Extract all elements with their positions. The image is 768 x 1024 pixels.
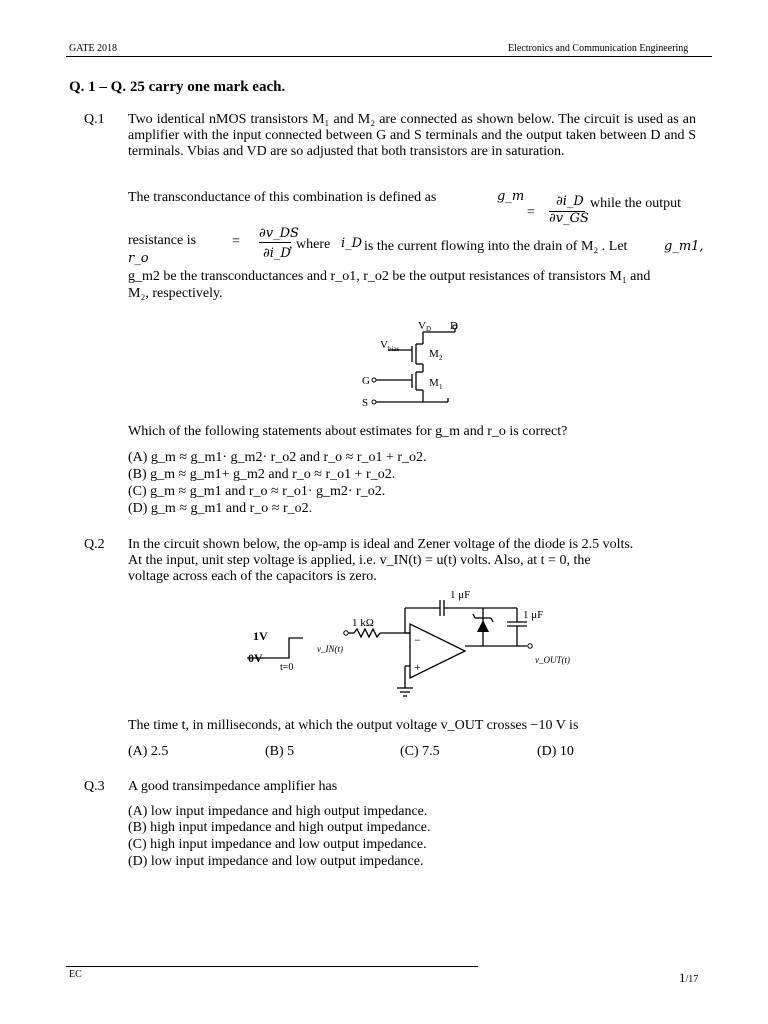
q2-number: Q.2 [84, 537, 105, 552]
footer-rule [66, 966, 478, 967]
m1-label: M [429, 377, 439, 389]
q2-line-3: voltage across each of the capacitors is zero. [128, 569, 377, 584]
header-left: GATE 2018 [69, 43, 118, 54]
vbias-subscript: bias [388, 345, 400, 353]
r-label: 1 kΩ [352, 617, 374, 629]
q1-paragraph: Two identical nMOS transistors M₁ and M₂ are connected as shown below. The circuit is used as an amplifier with the input connected between G and S terminals and the output taken between D and S terminals. Vbias and VD are so adjusted that both transistors are in saturation. [128, 112, 696, 159]
vd-subscript: D [426, 325, 432, 333]
m2-label: M [429, 348, 439, 360]
q1-line-a-end: while the output [590, 196, 681, 211]
g-terminal-label: G [362, 375, 370, 387]
q1-line-a: The transconductance of this combination is defined as [128, 190, 437, 205]
q2-line-2: At the input, unit step voltage is applied, i.e. v_IN(t) = u(t) volts. Also, at t = 0, the [128, 553, 591, 568]
page-number [679, 970, 698, 986]
q3-number: Q.3 [84, 779, 105, 794]
q2-option-b: (B) 5 [265, 744, 295, 759]
q2-option-c: (C) 7.5 [400, 744, 440, 759]
eq-sign-1: = [527, 205, 535, 220]
q1-cascode-circuit [360, 318, 470, 410]
vout-label: v_OUT(t) [535, 655, 570, 665]
q1-option-b: (B) g_m ≈ g_m1+ g_m2 and r_o ≈ r_o1 + r_o2. [128, 467, 396, 482]
frac1-denominator: ∂v_GS [549, 211, 589, 226]
gm1-symbol: g_m1, [664, 239, 704, 254]
c1-label: 1 μF [450, 589, 471, 601]
svg-text:+: + [414, 660, 421, 674]
q3-option-a: (A) low input impedance and high output impedance. [128, 804, 428, 819]
q2-option-d: (D) 10 [537, 744, 574, 759]
q2-integrator-circuit [245, 586, 575, 698]
q2-option-a: (A) 2.5 [128, 744, 169, 759]
frac1-numerator: ∂i_D [556, 194, 584, 209]
q1-line-d: M₂, respectively. [128, 286, 223, 301]
q2-line-1: In the circuit shown below, the op-amp is ideal and Zener voltage of the diode is 2.5 volts. [128, 537, 634, 552]
q1-line-b-end: is the current flowing into the drain of M₂ . Let [364, 239, 628, 254]
header-right: Electronics and Communication Engineering [508, 43, 689, 54]
frac2-denominator: ∂i_D [263, 246, 291, 261]
header-rule [66, 56, 712, 57]
q1-question: Which of the following statements about estimates for g_m and r_o is correct? [128, 424, 568, 439]
q1-option-c: (C) g_m ≈ g_m1 and r_o ≈ r_o1· g_m2· r_o2. [128, 484, 386, 499]
q2-question: The time t, in milliseconds, at which the output voltage v_OUT crosses −10 V is [128, 718, 579, 733]
q1-line-c: g_m2 be the transconductances and r_o1, r_o2 be the output resistances of transistors M₁ and [128, 269, 651, 284]
vin-label: v_IN(t) [317, 644, 343, 654]
q1-option-a: (A) g_m ≈ g_m1· g_m2· r_o2 and r_o ≈ r_o1 + r_o2. [128, 450, 427, 465]
gm-symbol: g_m [497, 189, 525, 204]
eq-sign-2: = [232, 234, 240, 249]
q3-question: A good transimpedance amplifier has [128, 779, 338, 794]
q3-option-c: (C) high input impedance and low output impedance. [128, 837, 427, 852]
frac2-numerator: ∂v_DS [259, 226, 299, 241]
q1-number: Q.1 [84, 112, 105, 127]
s-terminal-label: S [362, 397, 369, 409]
vbias-label: V [380, 339, 388, 351]
v0-label: 0V [248, 651, 263, 665]
t0-label: t=0 [280, 662, 294, 673]
ro-symbol: r_o [128, 251, 149, 266]
frac2-bar [259, 242, 291, 243]
c2-label: 1 μF [523, 609, 544, 621]
vd-label: V [418, 320, 426, 332]
footer-left: EC [69, 969, 82, 980]
page-current: 1 [679, 970, 686, 985]
q3-option-d: (D) low input impedance and low output impedance. [128, 854, 424, 869]
m2-subscript: 2 [439, 354, 443, 362]
resistance-is: resistance is [128, 233, 197, 248]
d-terminal-label: D [450, 320, 458, 332]
m1-subscript: 1 [439, 383, 443, 391]
v1-label: 1V [253, 629, 268, 643]
q1-option-d: (D) g_m ≈ g_m1 and r_o ≈ r_o2. [128, 501, 313, 516]
page-total: /17 [685, 974, 699, 985]
svg-text:−: − [414, 633, 421, 647]
q3-option-b: (B) high input impedance and high output impedance. [128, 820, 431, 835]
section-title: Q. 1 – Q. 25 carry one mark each. [69, 79, 286, 95]
where-text: , where [289, 237, 331, 252]
id-symbol: i_D [341, 236, 363, 251]
